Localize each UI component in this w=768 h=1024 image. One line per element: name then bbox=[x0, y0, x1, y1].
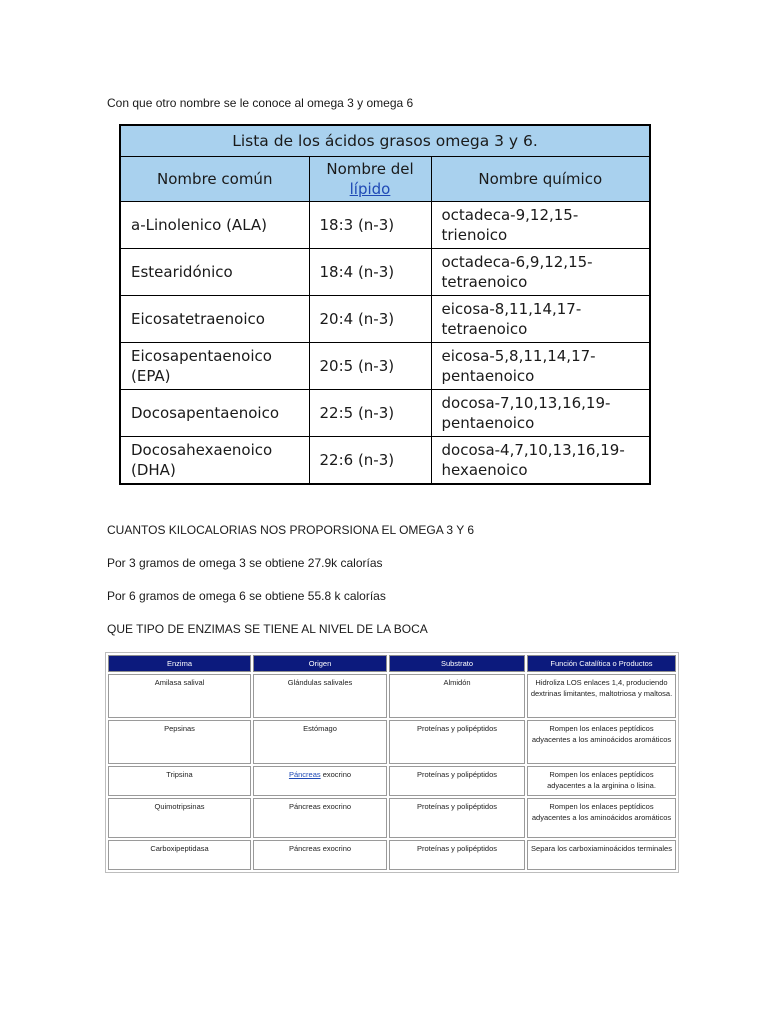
cell-enzima: Quimotripsinas bbox=[108, 798, 251, 838]
question-enzymes: QUE TIPO DE ENZIMAS SE TIENE AL NIVEL DE LA BOCA bbox=[107, 622, 428, 636]
table-row bbox=[120, 343, 650, 390]
cell-enzima: Tripsina bbox=[108, 766, 251, 796]
header-substrato: Substrato bbox=[389, 655, 525, 672]
question-omega-names: Con que otro nombre se le conoce al omega 3 y omega 6 bbox=[107, 96, 414, 110]
table-row bbox=[120, 202, 650, 249]
cell-chemical: octadeca-6,9,12,15-tetraenoico bbox=[431, 249, 650, 296]
cell-lipid: 22:6 (n-3) bbox=[309, 437, 431, 485]
cell-enzima: Amilasa salival bbox=[108, 674, 251, 718]
cell-chemical: octadeca-9,12,15-trienoico bbox=[431, 202, 650, 249]
cell-origen: Estómago bbox=[253, 720, 387, 764]
header-funcion: Función Catalítica o Productos bbox=[527, 655, 676, 672]
cell-substrato: Proteínas y polipéptidos bbox=[389, 798, 525, 838]
table-row bbox=[108, 840, 676, 870]
cell-chemical: docosa-4,7,10,13,16,19-hexaenoico bbox=[431, 437, 650, 485]
cell-substrato: Almidón bbox=[389, 674, 525, 718]
cell-common: Docosapentaenoico bbox=[120, 390, 309, 437]
cell-chemical: eicosa-5,8,11,14,17-pentaenoico bbox=[431, 343, 650, 390]
table-caption: Lista de los ácidos grasos omega 3 y 6. bbox=[120, 125, 650, 157]
cell-substrato: Proteínas y polipéptidos bbox=[389, 720, 525, 764]
cell-origen bbox=[253, 766, 387, 796]
header-lipid-prefix: Nombre del bbox=[326, 160, 414, 178]
header-chemical-name: Nombre químico bbox=[431, 157, 650, 202]
cell-common: a-Linolenico (ALA) bbox=[120, 202, 309, 249]
question-kilocalories: CUANTOS KILOCALORIAS NOS PROPORSIONA EL OMEGA 3 Y 6 bbox=[107, 523, 475, 537]
cell-funcion: Hidroliza LOS enlaces 1,4, produciendo dextrinas limitantes, maltotriosa y maltosa. bbox=[527, 674, 676, 718]
cell-lipid: 20:4 (n-3) bbox=[309, 296, 431, 343]
table-row bbox=[108, 674, 676, 718]
answer-omega6-calories: Por 6 gramos de omega 6 se obtiene 55.8 k calorías bbox=[107, 589, 386, 603]
cell-common: Docosahexaenoico (DHA) bbox=[120, 437, 309, 485]
omega-fatty-acids-table bbox=[119, 124, 651, 485]
table-row bbox=[120, 390, 650, 437]
cell-chemical: docosa-7,10,13,16,19-pentaenoico bbox=[431, 390, 650, 437]
cell-funcion: Rompen los enlaces peptídicos adyacentes a la arginina o lisina. bbox=[527, 766, 676, 796]
table-row bbox=[120, 437, 650, 485]
answer-omega3-calories: Por 3 gramos de omega 3 se obtiene 27.9k calorías bbox=[107, 556, 383, 570]
header-lipid-name bbox=[309, 157, 431, 202]
pancreas-link[interactable]: Páncreas bbox=[288, 770, 321, 779]
table-row bbox=[108, 720, 676, 764]
enzymes-table bbox=[105, 652, 679, 873]
cell-lipid: 18:3 (n-3) bbox=[309, 202, 431, 249]
table-row bbox=[108, 798, 676, 838]
cell-enzima: Pepsinas bbox=[108, 720, 251, 764]
cell-origen-suffix: exocrino bbox=[320, 770, 352, 779]
table-row bbox=[120, 249, 650, 296]
cell-common: Eicosatetraenoico bbox=[120, 296, 309, 343]
cell-lipid: 22:5 (n-3) bbox=[309, 390, 431, 437]
cell-origen: Glándulas salivales bbox=[253, 674, 387, 718]
cell-enzima: Carboxipeptidasa bbox=[108, 840, 251, 870]
header-common-name: Nombre común bbox=[120, 157, 309, 202]
header-origen: Origen bbox=[253, 655, 387, 672]
header-enzima: Enzima bbox=[108, 655, 251, 672]
cell-funcion: Rompen los enlaces peptídicos adyacentes a los aminoácidos aromáticos bbox=[527, 720, 676, 764]
cell-chemical: eicosa-8,11,14,17-tetraenoico bbox=[431, 296, 650, 343]
cell-substrato: Proteínas y polipéptidos bbox=[389, 840, 525, 870]
cell-lipid: 18:4 (n-3) bbox=[309, 249, 431, 296]
cell-origen: Páncreas exocrino bbox=[253, 798, 387, 838]
lipid-link[interactable]: lípido bbox=[349, 180, 391, 198]
cell-common: Eicosapentaenoico (EPA) bbox=[120, 343, 309, 390]
table-row bbox=[120, 296, 650, 343]
cell-substrato: Proteínas y polipéptidos bbox=[389, 766, 525, 796]
cell-origen: Páncreas exocrino bbox=[253, 840, 387, 870]
cell-funcion: Separa los carboxiaminoácidos terminales bbox=[527, 840, 676, 870]
cell-lipid: 20:5 (n-3) bbox=[309, 343, 431, 390]
cell-funcion: Rompen los enlaces peptídicos adyacentes a los aminoácidos aromáticos bbox=[527, 798, 676, 838]
table-row bbox=[108, 766, 676, 796]
cell-common: Estearidónico bbox=[120, 249, 309, 296]
